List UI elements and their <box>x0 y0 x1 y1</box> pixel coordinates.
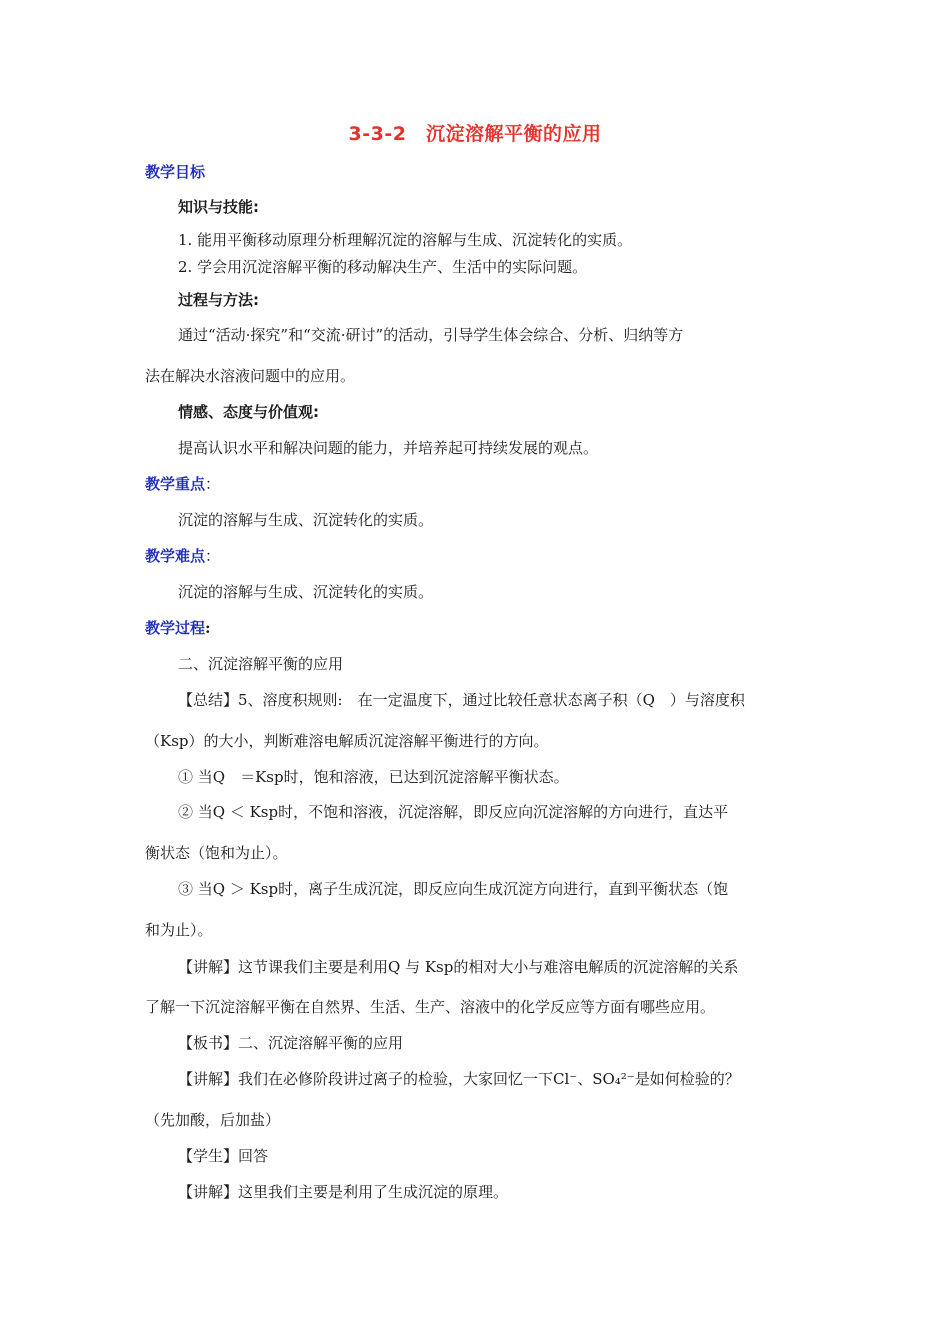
process-methods-heading: 过程与方法: <box>178 291 259 309</box>
process-methods-text-line1: 通过“活动·探究”和“交流·研讨”的活动，引导学生体会综合、分析、归纳等方 <box>178 326 684 344</box>
page-title: 3-3-2 沉淀溶解平衡的应用 <box>348 123 602 145</box>
process-methods-text-line2: 法在解决水溶液问题中的应用。 <box>145 367 356 385</box>
explain-1-line1: 【讲解】这节课我们主要是利用Q 与 Ksp的相对大小与难溶电解质的沉淀溶解的关系 <box>178 958 739 976</box>
knowledge-item-2: 2. 学会用沉淀溶解平衡的移动解决生产、生活中的实际问题。 <box>178 258 588 276</box>
rule-3-line2: 和为止）。 <box>145 921 213 939</box>
attitude-values-heading: 情感、态度与价值观: <box>178 403 319 421</box>
teaching-process-heading-row <box>145 618 211 638</box>
explain-2-line2: （先加酸，后加盐） <box>145 1111 281 1129</box>
key-point-colon: ： <box>205 475 221 493</box>
key-point-heading-row <box>145 474 220 494</box>
explain-3: 【讲解】这里我们主要是利用了生成沉淀的原理。 <box>178 1183 509 1201</box>
teaching-process-colon: : <box>205 619 211 637</box>
rule-2-line2: 衡状态（饱和为止）。 <box>145 844 288 862</box>
board-note: 【板书】二、沉淀溶解平衡的应用 <box>178 1034 404 1052</box>
section-title: 二、沉淀溶解平衡的应用 <box>178 655 344 673</box>
rule-2-line1: ② 当Q ＜ Ksp时，不饱和溶液，沉淀溶解，即反应向沉淀溶解的方向进行，直达平 <box>178 803 729 821</box>
difficulty-text: 沉淀的溶解与生成、沉淀转化的实质。 <box>178 583 434 601</box>
summary-line1: 【总结】5、溶度积规则: 在一定温度下，通过比较任意状态离子积（Q ）与溶度积 <box>178 691 745 709</box>
teaching-process-heading: 教学过程 <box>145 619 206 637</box>
rule-3-line1: ③ 当Q ＞ Ksp时，离子生成沉淀，即反应向生成沉淀方向进行，直到平衡状态（饱 <box>178 880 729 898</box>
summary-line2: （Ksp）的大小，判断难溶电解质沉淀溶解平衡进行的方向。 <box>145 732 549 750</box>
difficulty-heading: 教学难点 <box>145 547 206 565</box>
teaching-goals-heading: 教学目标 <box>145 163 206 181</box>
explain-2-line1: 【讲解】我们在必修阶段讲过离子的检验，大家回忆一下Cl⁻、SO₄²⁻是如何检验的？ <box>178 1070 740 1088</box>
knowledge-skills-heading: 知识与技能: <box>178 198 259 216</box>
attitude-values-text: 提高认识水平和解决问题的能力，并培养起可持续发展的观点。 <box>178 439 599 457</box>
difficulty-colon: ： <box>205 547 221 565</box>
key-point-heading: 教学重点 <box>145 475 206 493</box>
explain-1-line2: 了解一下沉淀溶解平衡在自然界、生活、生产、溶液中的化学反应等方面有哪些应用。 <box>145 998 716 1016</box>
difficulty-heading-row <box>145 546 220 566</box>
rule-1: ① 当Q ＝Ksp时，饱和溶液，已达到沉淀溶解平衡状态。 <box>178 768 569 786</box>
key-point-text: 沉淀的溶解与生成、沉淀转化的实质。 <box>178 511 434 529</box>
knowledge-item-1: 1. 能用平衡移动原理分析理解沉淀的溶解与生成、沉淀转化的实质。 <box>178 231 633 249</box>
student-answer: 【学生】回答 <box>178 1147 269 1165</box>
